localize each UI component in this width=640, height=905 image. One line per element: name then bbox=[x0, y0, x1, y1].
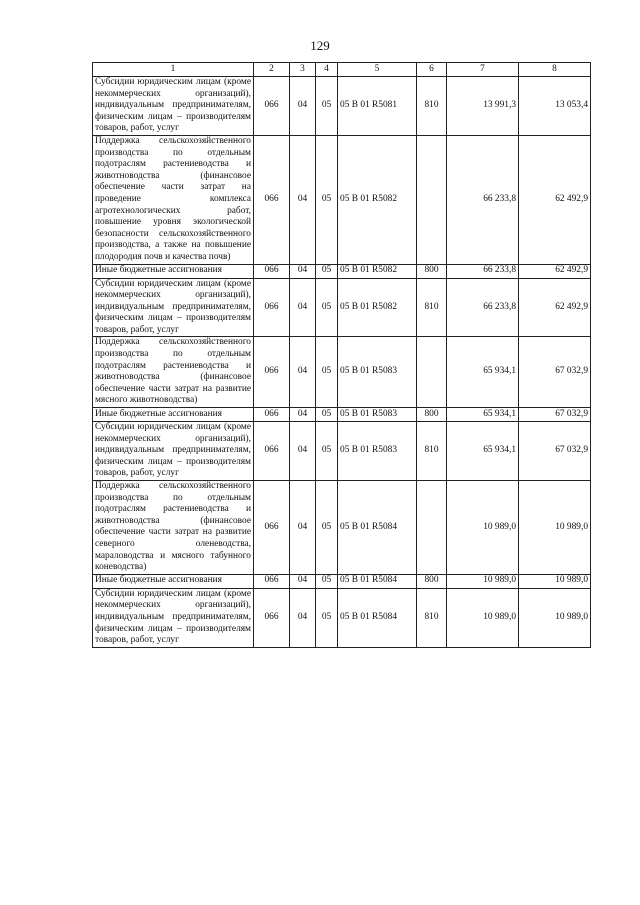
row-sum-1: 65 934,1 bbox=[447, 408, 519, 422]
col-header-1: 1 bbox=[93, 63, 254, 77]
row-sum-2: 10 989,0 bbox=[519, 574, 591, 588]
table-row bbox=[93, 588, 591, 647]
row-sum-2: 10 989,0 bbox=[519, 588, 591, 647]
row-sum-1: 65 934,1 bbox=[447, 337, 519, 408]
col-header-2: 2 bbox=[254, 63, 290, 77]
row-target: 05 В 01 R5082 bbox=[338, 135, 417, 264]
row-sum-1: 13 991,3 bbox=[447, 77, 519, 136]
row-ministry: 066 bbox=[254, 588, 290, 647]
row-type: 800 bbox=[417, 408, 447, 422]
row-section: 04 bbox=[290, 337, 316, 408]
row-type: 800 bbox=[417, 574, 447, 588]
row-subsection: 05 bbox=[316, 264, 338, 278]
table-row bbox=[93, 135, 591, 264]
col-header-4: 4 bbox=[316, 63, 338, 77]
row-subsection: 05 bbox=[316, 422, 338, 481]
row-ministry: 066 bbox=[254, 408, 290, 422]
col-header-6: 6 bbox=[417, 63, 447, 77]
row-sum-2: 62 492,9 bbox=[519, 135, 591, 264]
row-ministry: 066 bbox=[254, 337, 290, 408]
row-subsection: 05 bbox=[316, 588, 338, 647]
table-row bbox=[93, 77, 591, 136]
row-sum-1: 10 989,0 bbox=[447, 574, 519, 588]
table-row bbox=[93, 278, 591, 337]
row-type: 810 bbox=[417, 77, 447, 136]
row-sum-2: 62 492,9 bbox=[519, 264, 591, 278]
row-sum-1: 66 233,8 bbox=[447, 278, 519, 337]
row-section: 04 bbox=[290, 77, 316, 136]
row-ministry: 066 bbox=[254, 135, 290, 264]
col-header-5: 5 bbox=[338, 63, 417, 77]
row-sum-1: 10 989,0 bbox=[447, 588, 519, 647]
table-row bbox=[93, 574, 591, 588]
row-type: 810 bbox=[417, 588, 447, 647]
row-section: 04 bbox=[290, 264, 316, 278]
row-name: Субсидии юридическим лицам (кроме некоммерческих организаций), индивидуальным предпринимателям, физическим лицам – производителям товаров, работ, услуг bbox=[93, 588, 254, 647]
row-name: Иные бюджетные ассигнования bbox=[93, 574, 254, 588]
row-sum-2: 67 032,9 bbox=[519, 408, 591, 422]
row-type: 810 bbox=[417, 278, 447, 337]
row-target: 05 В 01 R5082 bbox=[338, 278, 417, 337]
row-type bbox=[417, 337, 447, 408]
row-ministry: 066 bbox=[254, 422, 290, 481]
row-ministry: 066 bbox=[254, 264, 290, 278]
row-name: Иные бюджетные ассигнования bbox=[93, 264, 254, 278]
table-row bbox=[93, 481, 591, 575]
row-target: 05 В 01 R5082 bbox=[338, 264, 417, 278]
table-body bbox=[93, 77, 591, 648]
row-name: Поддержка сельскохозяйственного производства по отдельным подотраслям растениеводства и животноводства (финансовое обеспечение части затрат на развитие мясного животноводства) bbox=[93, 337, 254, 408]
row-subsection: 05 bbox=[316, 135, 338, 264]
row-type: 810 bbox=[417, 422, 447, 481]
row-sum-2: 67 032,9 bbox=[519, 422, 591, 481]
col-header-3: 3 bbox=[290, 63, 316, 77]
row-sum-2: 13 053,4 bbox=[519, 77, 591, 136]
row-subsection: 05 bbox=[316, 337, 338, 408]
row-sum-1: 10 989,0 bbox=[447, 481, 519, 575]
row-sum-2: 67 032,9 bbox=[519, 337, 591, 408]
row-target: 05 В 01 R5083 bbox=[338, 408, 417, 422]
row-section: 04 bbox=[290, 408, 316, 422]
row-section: 04 bbox=[290, 422, 316, 481]
row-ministry: 066 bbox=[254, 574, 290, 588]
row-ministry: 066 bbox=[254, 481, 290, 575]
row-section: 04 bbox=[290, 135, 316, 264]
row-sum-2: 10 989,0 bbox=[519, 481, 591, 575]
row-type bbox=[417, 135, 447, 264]
row-subsection: 05 bbox=[316, 408, 338, 422]
row-name: Иные бюджетные ассигнования bbox=[93, 408, 254, 422]
row-section: 04 bbox=[290, 588, 316, 647]
row-section: 04 bbox=[290, 481, 316, 575]
row-target: 05 В 01 R5084 bbox=[338, 481, 417, 575]
row-section: 04 bbox=[290, 278, 316, 337]
table-row bbox=[93, 422, 591, 481]
budget-table bbox=[92, 62, 591, 648]
row-sum-1: 66 233,8 bbox=[447, 135, 519, 264]
row-type: 800 bbox=[417, 264, 447, 278]
row-subsection: 05 bbox=[316, 481, 338, 575]
row-type bbox=[417, 481, 447, 575]
row-ministry: 066 bbox=[254, 278, 290, 337]
col-header-7: 7 bbox=[447, 63, 519, 77]
row-name: Поддержка сельскохозяйственного производства по отдельным подотраслям растениеводства и животноводства (финансовое обеспечение части затрат на проведение комплекса агротехнологических работ, повышение уровня экологической безопасности сельскохозяйственного производства, а также на повышение плодородия почв и качества почв) bbox=[93, 135, 254, 264]
row-target: 05 В 01 R5083 bbox=[338, 422, 417, 481]
table-row bbox=[93, 408, 591, 422]
row-sum-1: 66 233,8 bbox=[447, 264, 519, 278]
row-target: 05 В 01 R5081 bbox=[338, 77, 417, 136]
row-target: 05 В 01 R5083 bbox=[338, 337, 417, 408]
row-section: 04 bbox=[290, 574, 316, 588]
row-sum-2: 62 492,9 bbox=[519, 278, 591, 337]
table-row bbox=[93, 264, 591, 278]
table-header-row bbox=[93, 63, 591, 77]
page-number: 129 bbox=[310, 38, 330, 53]
row-target: 05 В 01 R5084 bbox=[338, 588, 417, 647]
row-subsection: 05 bbox=[316, 77, 338, 136]
row-name: Субсидии юридическим лицам (кроме некоммерческих организаций), индивидуальным предпринимателям, физическим лицам – производителям товаров, работ, услуг bbox=[93, 77, 254, 136]
row-subsection: 05 bbox=[316, 574, 338, 588]
row-name: Поддержка сельскохозяйственного производства по отдельным подотраслям растениеводства и животноводства (финансовое обеспечение части затрат на развитие северного оленеводства, мараловодства и мясного табунного коневодства) bbox=[93, 481, 254, 575]
row-subsection: 05 bbox=[316, 278, 338, 337]
row-ministry: 066 bbox=[254, 77, 290, 136]
row-name: Субсидии юридическим лицам (кроме некоммерческих организаций), индивидуальным предпринимателям, физическим лицам – производителям товаров, работ, услуг bbox=[93, 422, 254, 481]
row-name: Субсидии юридическим лицам (кроме некоммерческих организаций), индивидуальным предпринимателям, физическим лицам – производителям товаров, работ, услуг bbox=[93, 278, 254, 337]
row-sum-1: 65 934,1 bbox=[447, 422, 519, 481]
row-target: 05 В 01 R5084 bbox=[338, 574, 417, 588]
col-header-8: 8 bbox=[519, 63, 591, 77]
table-row bbox=[93, 337, 591, 408]
